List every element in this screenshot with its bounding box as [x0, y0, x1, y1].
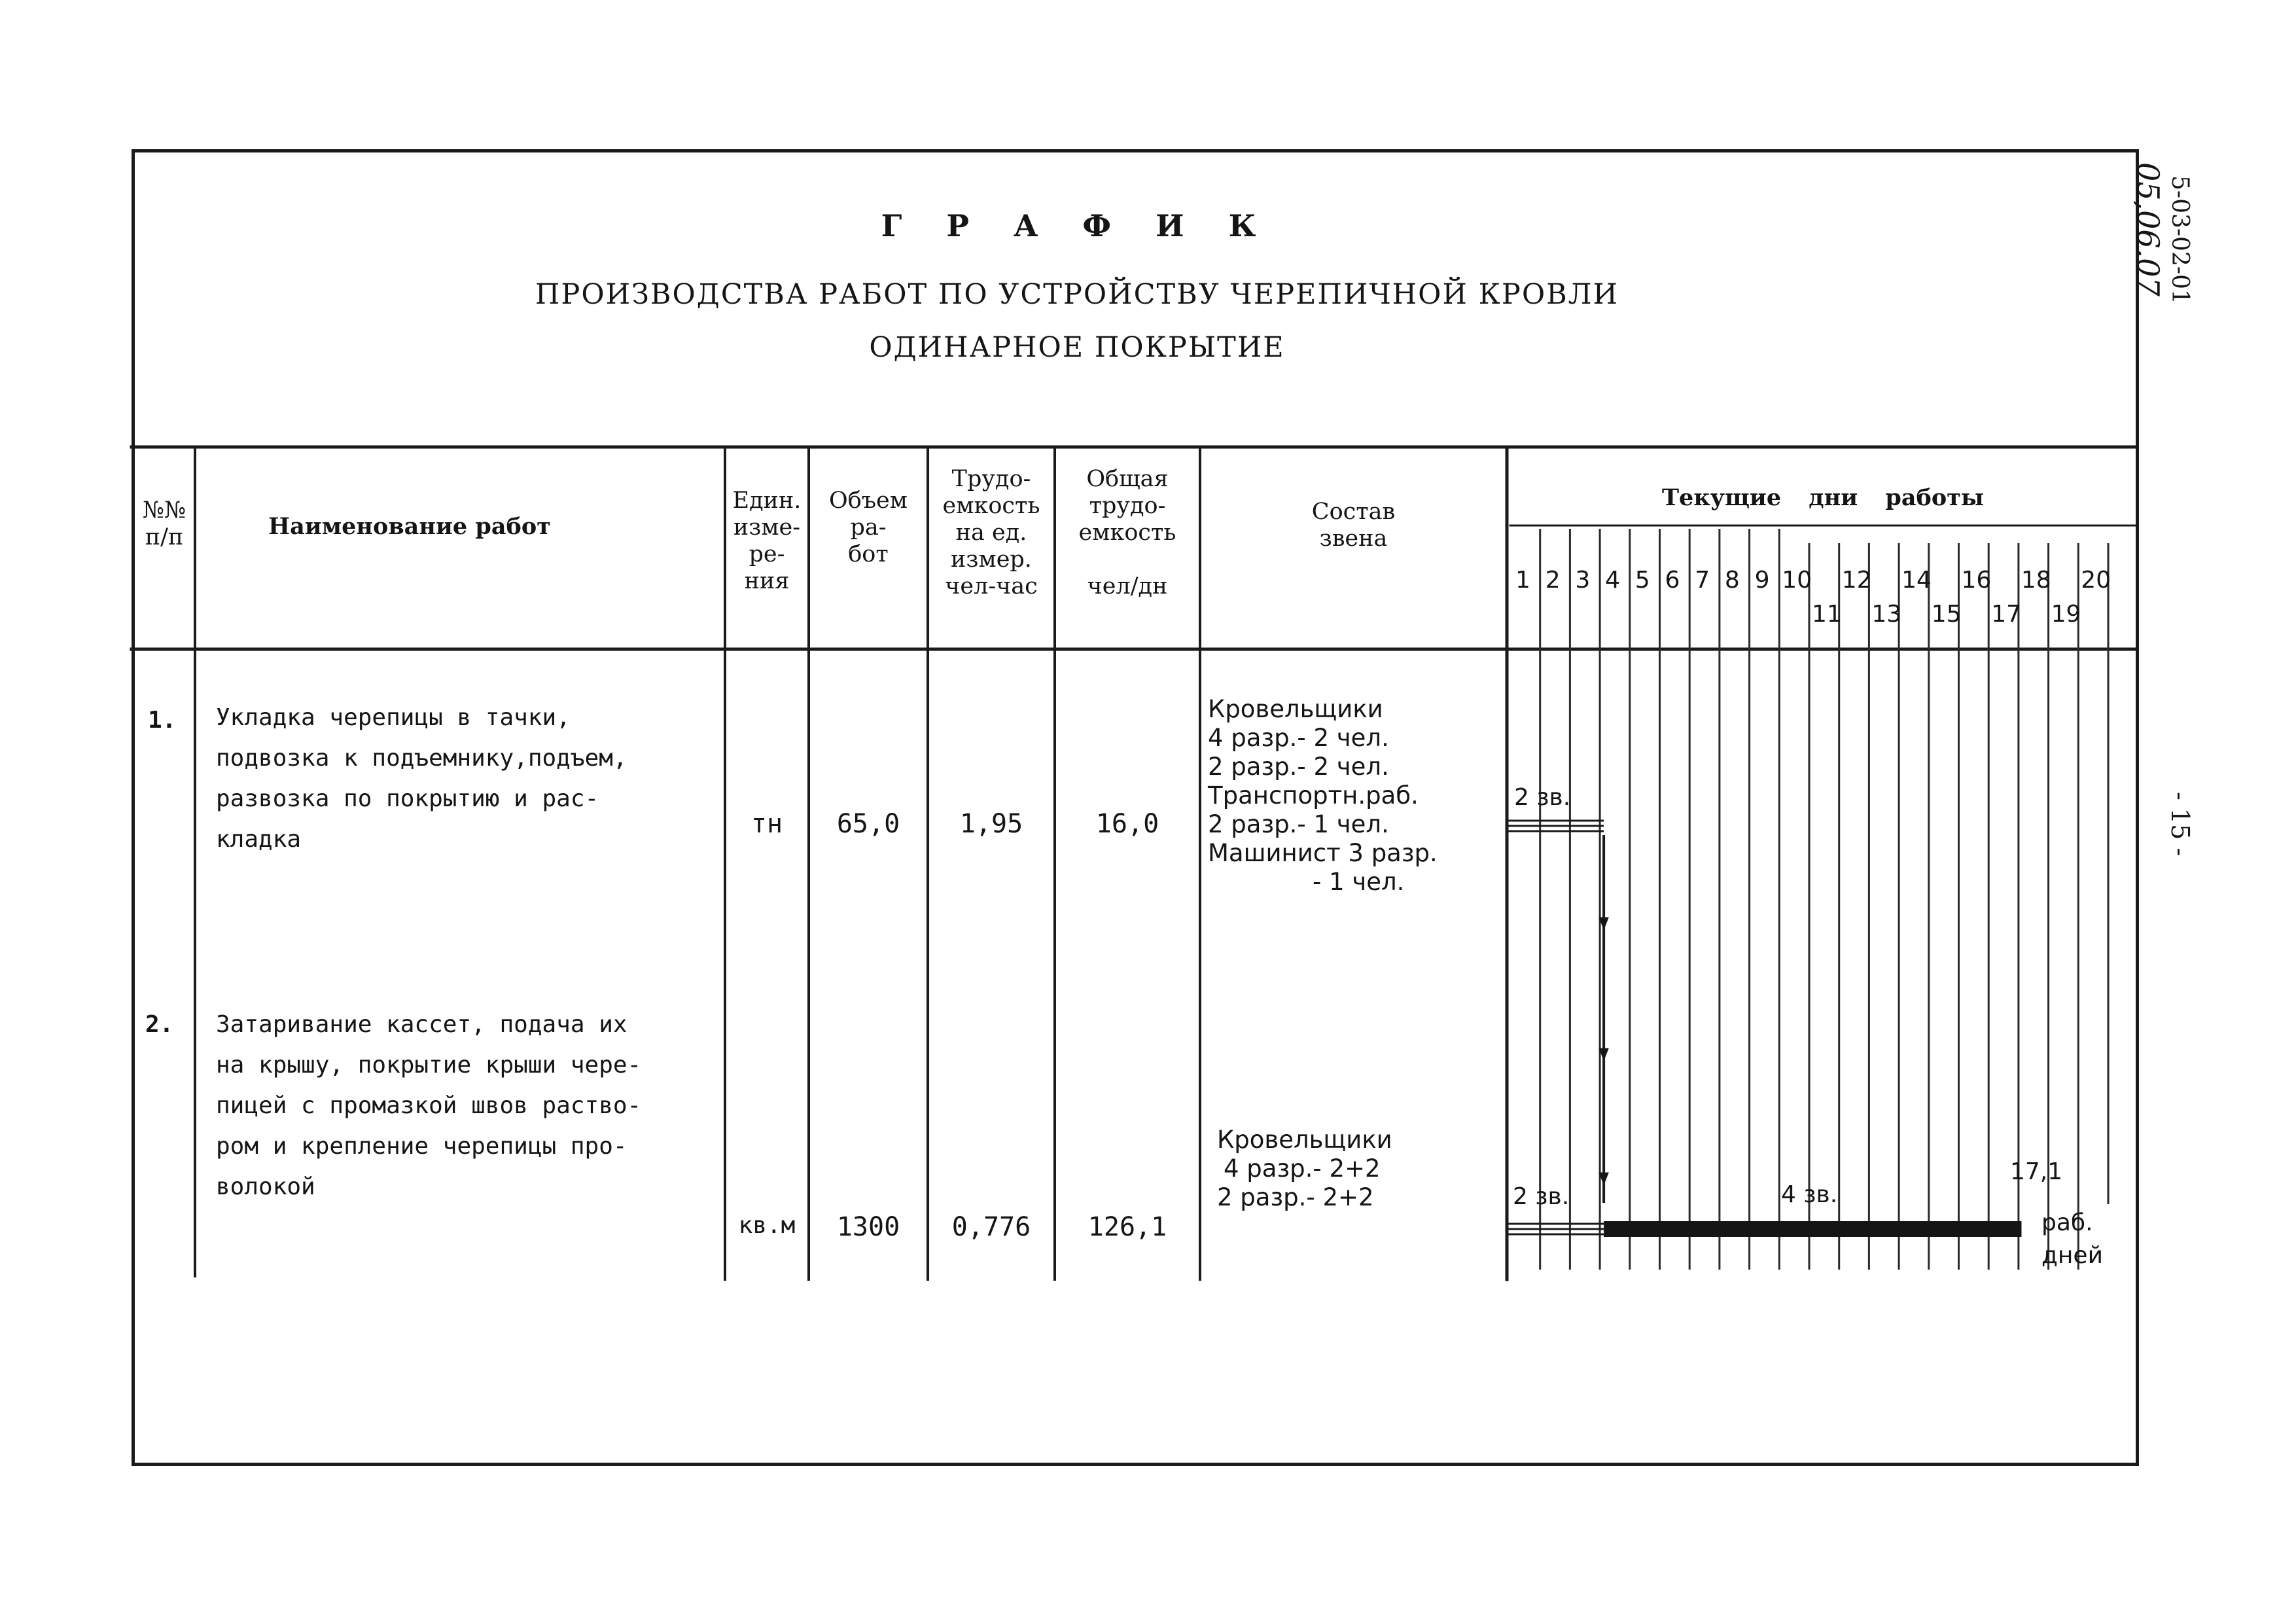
- document-subtitle-2: ОДИНАРНОЕ ПОКРЫТИЕ: [869, 331, 1285, 364]
- row-2-crew: Кровельщики 4 разр.- 2+2 2 разр.- 2+2: [1217, 1126, 1392, 1211]
- day-label: 13: [1871, 601, 1902, 628]
- document-code-secondary: 5-03-02-01: [2166, 175, 2193, 304]
- day-label: 2: [1545, 567, 1561, 594]
- document-subtitle: ПРОИЗВОДСТВА РАБОТ ПО УСТРОЙСТВУ ЧЕРЕПИЧНОЙ КРОВЛИ: [535, 278, 1619, 311]
- row-2-num: 2.: [145, 1011, 174, 1038]
- row-1-labor-total: 16,0: [1095, 809, 1159, 839]
- row-1-labor-unit: 1,95: [959, 809, 1023, 839]
- document-title: Г Р А Ф И К: [881, 208, 1273, 243]
- row-2-duration-unit: раб.: [2041, 1209, 2093, 1236]
- col-header-labor-total: Общая трудо- емкость чел/дн: [1078, 466, 1176, 599]
- day-label: 5: [1634, 567, 1650, 594]
- day-label: 14: [1901, 567, 1932, 594]
- day-label: 1: [1515, 567, 1530, 594]
- row-2-bar-label-start: 2 зв.: [1513, 1183, 1570, 1210]
- col-header-name: Наименование работ: [268, 513, 551, 540]
- gantt-bar: [1604, 1221, 2021, 1237]
- day-label: 11: [1812, 601, 1842, 628]
- document-code: 05,06.07: [2130, 162, 2166, 296]
- col-header-labor-unit: Трудо- емкость на ед. измер. чел-час: [942, 466, 1040, 599]
- col-header-num: №№ п/п: [142, 497, 186, 550]
- col-header-volume: Объем ра- бот: [829, 488, 908, 567]
- day-label: 8: [1724, 567, 1740, 594]
- row-2-labor-total: 126,1: [1087, 1212, 1167, 1242]
- row-1-crew: Кровельщики 4 разр.- 2 чел. 2 разр.- 2 чел. Транспортн.раб. 2 разр.- 1 чел. Машинист 3 разр. - 1 чел.: [1208, 695, 1438, 896]
- day-label: 20: [2081, 567, 2111, 594]
- day-label: 18: [2021, 567, 2051, 594]
- row-1-bar-label: 2 зв.: [1514, 784, 1571, 811]
- row-2-volume: 1300: [836, 1212, 900, 1242]
- row-2-name: Затаривание кассет, подача их на крышу, покрытие крыши чере- пицей с промазкой швов раство- ром и крепление черепицы про- волокой: [216, 1011, 642, 1200]
- day-label: 12: [1841, 567, 1872, 594]
- day-label: 3: [1575, 567, 1591, 594]
- page-number: - 15 -: [2166, 792, 2195, 857]
- row-2-duration: 17,1: [2010, 1158, 2063, 1185]
- day-label: 6: [1665, 567, 1680, 594]
- row-1-volume: 65,0: [836, 809, 900, 839]
- day-label: 19: [2051, 601, 2081, 628]
- row-1-name: Укладка черепицы в тачки, подвозка к подъемнику,подъем, развозка по покрытию и рас- кладка: [216, 704, 627, 853]
- row-2-labor-unit: 0,776: [951, 1212, 1031, 1242]
- day-label: 16: [1961, 567, 1992, 594]
- day-label: 9: [1754, 567, 1770, 594]
- day-label: 4: [1605, 567, 1620, 594]
- row-1-unit: тн: [751, 809, 783, 839]
- col-header-crew: Состав звена: [1311, 499, 1396, 552]
- row-2-unit: кв.м: [738, 1212, 796, 1239]
- col-header-unit: Един. изме- ре- ния: [732, 488, 802, 594]
- row-2-bar-label-main: 4 зв.: [1781, 1181, 1838, 1208]
- row-2-duration-unit-2: дней: [2041, 1242, 2103, 1269]
- day-label: 15: [1931, 601, 1962, 628]
- col-header-days: Текущие дни работы: [1662, 484, 1984, 511]
- day-label: 7: [1695, 567, 1710, 594]
- day-label: 10: [1782, 567, 1812, 594]
- day-label: 17: [1991, 601, 2021, 628]
- row-1-num: 1.: [148, 707, 177, 734]
